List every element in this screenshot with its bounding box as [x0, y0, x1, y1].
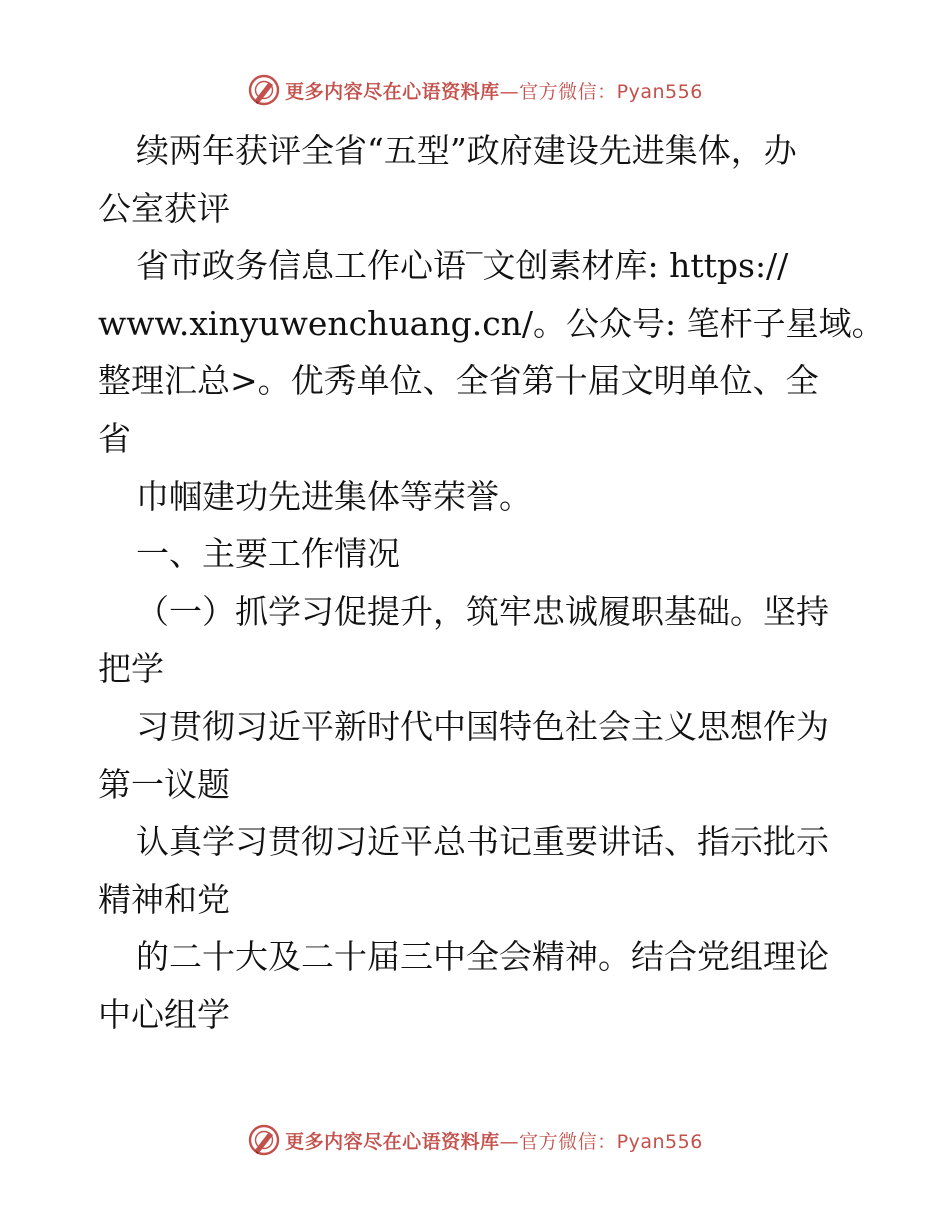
- body-line: 习贯彻习近平新时代中国特色社会主义思想作为: [136, 706, 829, 746]
- footer-banner: [0, 1120, 950, 1160]
- body-line: 省市政务信息工作心语‾文创素材库: https://: [136, 246, 789, 286]
- banner-separator: —: [499, 80, 520, 103]
- header-banner: [0, 70, 950, 110]
- body-line: 第一议题: [98, 764, 230, 804]
- banner-main-text: 更多内容尽在心语资料库: [285, 1130, 500, 1153]
- body-line: 省: [98, 418, 131, 458]
- banner-text: [285, 1127, 703, 1154]
- pen-logo-icon: [247, 1123, 281, 1157]
- section-heading: 一、主要工作情况: [136, 534, 400, 574]
- body-line: 公室获评: [98, 188, 230, 228]
- body-line: 的二十大及二十届三中全会精神。结合党组理论: [136, 937, 829, 977]
- body-line: www.xinyuwenchuang.cn/。公众号: 笔杆子星域。: [98, 303, 885, 343]
- document-body: [98, 122, 885, 1044]
- body-line: 精神和党: [98, 879, 230, 919]
- banner-wechat-text: 官方微信：Pyan556: [519, 1130, 703, 1153]
- body-line: 认真学习贯彻习近平总书记重要讲话、指示批示: [136, 822, 829, 862]
- pen-logo-icon: [247, 73, 281, 107]
- banner-separator: —: [499, 1130, 520, 1153]
- body-line: 把学: [98, 649, 164, 689]
- body-line: 续两年获评全省“五型”政府建设先进集体，办: [136, 131, 797, 170]
- body-line: 巾帼建功先进集体等荣誉。: [136, 476, 532, 516]
- banner-text: [285, 77, 703, 104]
- body-line: 整理汇总>。优秀单位、全省第十届文明单位、全: [98, 361, 819, 401]
- body-line: 中心组学: [98, 994, 230, 1034]
- banner-main-text: 更多内容尽在心语资料库: [285, 80, 500, 103]
- banner-wechat-text: 官方微信：Pyan556: [519, 80, 703, 103]
- body-line: （一）抓学习促提升，筑牢忠诚履职基础。坚持: [136, 591, 829, 631]
